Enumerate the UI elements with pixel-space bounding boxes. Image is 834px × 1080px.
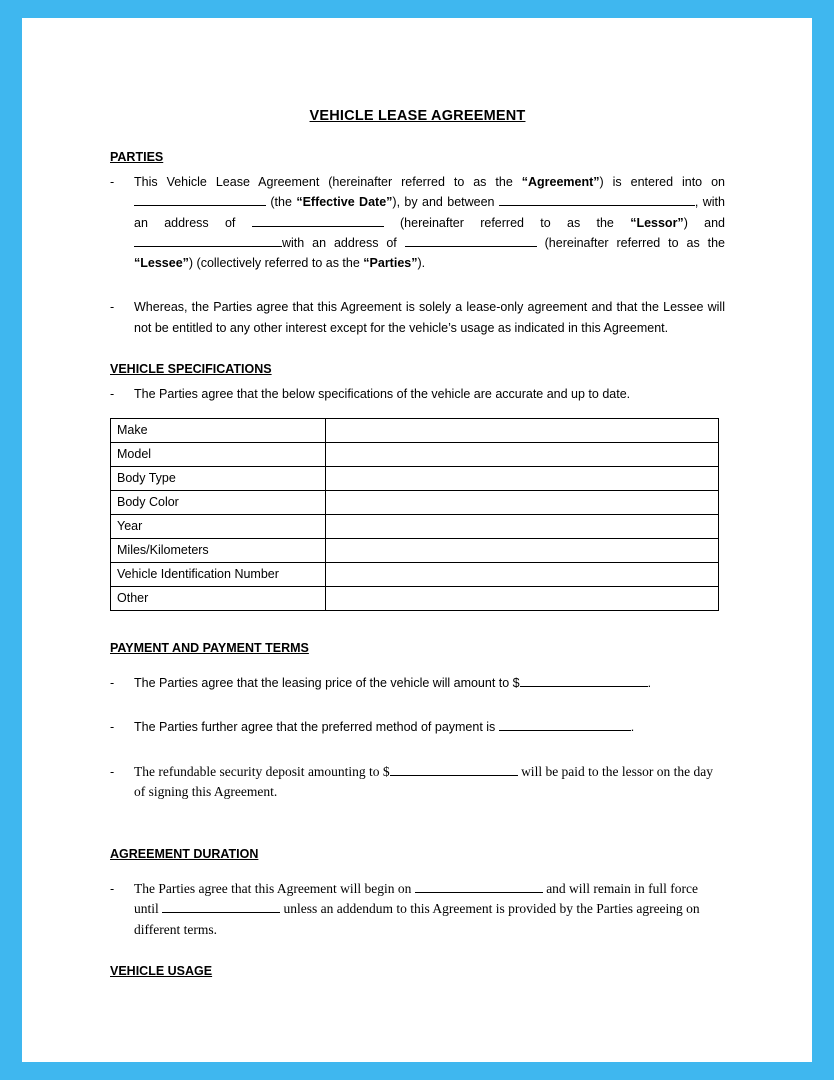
text-fragment: The Parties agree that this Agreement will begin on — [134, 880, 415, 896]
spacer — [110, 287, 725, 297]
text-fragment: ). — [417, 256, 426, 270]
text-fragment: ) is entered into on — [599, 175, 725, 189]
text-fragment: This Vehicle Lease Agreement (hereinafter referred to as the — [134, 175, 522, 189]
text-fragment: unless an addendum to this Agreement is provided by the Parties agreeing on different terms. — [134, 901, 700, 937]
bullet-marker: - — [110, 386, 115, 401]
text-fragment: and will remain in full force until — [134, 880, 699, 917]
bullet-marker: - — [110, 720, 115, 735]
bullet-marker: - — [110, 175, 115, 189]
payment-paragraph-3 — [110, 762, 725, 803]
spacer — [110, 869, 725, 879]
document-content — [110, 108, 725, 986]
table-row — [111, 443, 719, 467]
text-fragment: ), by and between — [392, 195, 499, 210]
text-fragment: (hereinafter referred to as the — [383, 215, 631, 230]
spec-value[interactable] — [326, 491, 719, 515]
spec-label: Model — [111, 443, 326, 467]
blank-end-date[interactable] — [162, 912, 280, 913]
spacer — [110, 611, 725, 641]
vehicle-specifications-table — [110, 418, 719, 611]
spec-value[interactable] — [326, 515, 719, 539]
spec-label: Make — [111, 419, 326, 443]
vehicle-specs-intro — [110, 384, 725, 404]
text-fragment: (the — [266, 195, 297, 210]
table-row — [111, 491, 719, 515]
vehicle-specs-intro-text: The Parties agree that the below specifications of the vehicle are accurate and up to date. — [134, 386, 631, 401]
text-fragment: The refundable security deposit amounting to $ — [134, 763, 390, 779]
blank-leasing-price[interactable] — [520, 686, 648, 687]
spec-label: Year — [111, 515, 326, 539]
agreement-duration-paragraph-1-text — [134, 879, 725, 941]
bullet-marker: - — [110, 300, 115, 315]
text-fragment: ) (collectively referred to as the — [188, 256, 364, 270]
spec-value[interactable] — [326, 587, 719, 611]
table-row — [111, 419, 719, 443]
section-heading-vehicle-usage: VEHICLE USAGE — [110, 964, 213, 979]
text-fragment: ) and — [683, 215, 726, 230]
payment-paragraph-3-text — [134, 762, 725, 803]
parties-paragraph-1 — [110, 172, 725, 273]
parties-paragraph-1-text — [134, 172, 725, 273]
blank-security-deposit[interactable] — [390, 775, 518, 776]
term-parties: “Parties” — [363, 256, 418, 270]
table-row — [111, 515, 719, 539]
blank-lessor-name[interactable] — [499, 205, 695, 206]
blank-payment-method[interactable] — [499, 730, 631, 731]
spec-value[interactable] — [326, 563, 719, 587]
spec-label: Miles/Kilometers — [111, 539, 326, 563]
table-row — [111, 539, 719, 563]
text-fragment: . — [630, 720, 635, 735]
page-title: VEHICLE LEASE AGREEMENT — [309, 108, 526, 124]
spec-label: Other — [111, 587, 326, 611]
spacer — [110, 817, 725, 847]
table-row — [111, 587, 719, 611]
text-fragment: with an address of — [282, 235, 405, 250]
bullet-marker: - — [110, 881, 115, 896]
blank-lessee-name[interactable] — [134, 246, 282, 247]
agreement-duration-paragraph-1 — [110, 879, 725, 941]
spacer — [110, 752, 725, 762]
table-row — [111, 467, 719, 491]
text-fragment: The Parties further agree that the preferred method of payment is — [134, 720, 499, 735]
text-fragment: will be paid to the lessor on the day of signing this Agreement. — [134, 763, 714, 800]
text-fragment: The Parties agree that the leasing price of the vehicle will amount to $ — [134, 676, 520, 690]
spacer — [110, 707, 725, 717]
term-agreement: “Agreement” — [521, 175, 600, 189]
section-heading-vehicle-specifications: VEHICLE SPECIFICATIONS — [110, 361, 272, 376]
term-effective-date: “Effective Date” — [296, 195, 393, 210]
spec-label: Vehicle Identification Number — [111, 563, 326, 587]
spacer — [110, 352, 725, 362]
spec-value[interactable] — [326, 443, 719, 467]
section-heading-payment: PAYMENT AND PAYMENT TERMS — [110, 641, 309, 655]
document-page — [22, 18, 812, 1062]
spacer — [110, 954, 725, 964]
blank-effective-date[interactable] — [134, 205, 266, 206]
parties-paragraph-2 — [110, 297, 725, 338]
term-lessee: “Lessee” — [134, 256, 189, 270]
payment-paragraph-1-text — [134, 673, 725, 693]
payment-paragraph-1 — [110, 673, 725, 693]
spec-label: Body Color — [111, 491, 326, 515]
payment-paragraph-2 — [110, 717, 725, 737]
section-heading-parties: PARTIES — [110, 150, 164, 164]
spacer — [110, 663, 725, 673]
spec-value[interactable] — [326, 419, 719, 443]
blank-start-date[interactable] — [415, 892, 543, 893]
term-lessor: “Lessor” — [630, 215, 684, 230]
bullet-marker: - — [110, 764, 115, 779]
spec-label: Body Type — [111, 467, 326, 491]
spec-value[interactable] — [326, 539, 719, 563]
text-fragment: (hereinafter referred to as the — [536, 235, 726, 250]
payment-paragraph-2-text — [134, 717, 725, 737]
table-row — [111, 563, 719, 587]
blank-lessee-address[interactable] — [405, 246, 537, 247]
parties-paragraph-2-text: Whereas, the Parties agree that this Agreement is solely a lease-only agreement and that the Lessee will not be entitled to any other interest except for the vehicle’s usage as indicated in this Agreement. — [134, 300, 725, 335]
blank-lessor-address[interactable] — [252, 226, 384, 227]
spec-value[interactable] — [326, 467, 719, 491]
bullet-marker: - — [110, 676, 115, 690]
section-heading-agreement-duration: AGREEMENT DURATION — [110, 846, 259, 861]
text-fragment: , with an address of — [134, 195, 725, 230]
text-fragment: . — [647, 676, 652, 690]
